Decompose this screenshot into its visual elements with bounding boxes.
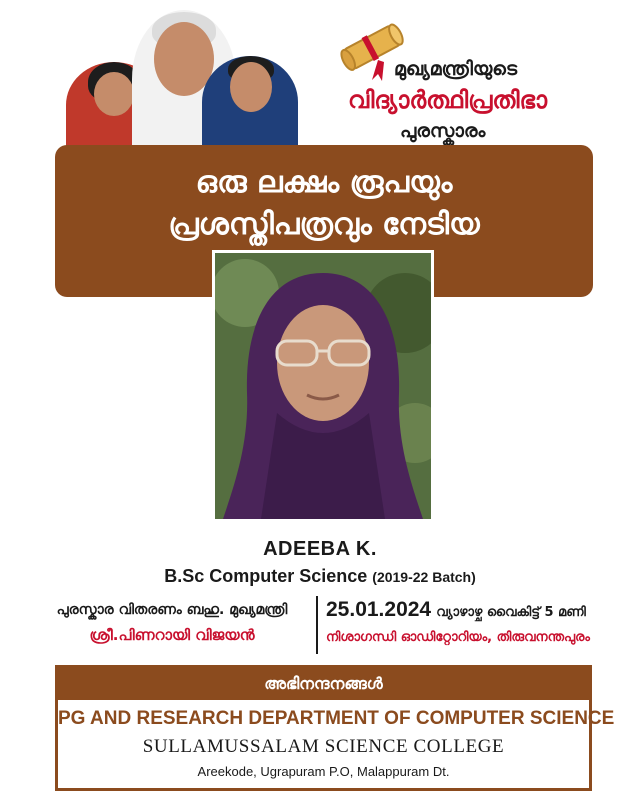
dignitary-portrait-right <box>202 56 298 148</box>
presenter-line: പുരസ്കാര വിതരണം ബഹു. മുഖ്യമന്ത്രി <box>56 602 288 618</box>
greeting-heading: അഭിനന്ദനങ്ങൾ <box>58 668 589 700</box>
event-date: 25.01.2024 <box>326 598 432 621</box>
college-name: SULLAMUSSALAM SCIENCE COLLEGE <box>142 736 505 757</box>
banner-line1: ഒരു ലക്ഷം രൂപയും <box>195 165 453 200</box>
event-venue: നിശാഗന്ധി ഓഡിറ്റോറിയം, തിരുവനന്തപുരം <box>326 630 590 645</box>
congratulations-footer <box>55 665 615 791</box>
department-name: PG AND RESEARCH DEPARTMENT OF COMPUTER SCIENCE <box>58 708 615 729</box>
award-title <box>338 14 570 144</box>
event-info <box>326 598 608 645</box>
banner-line2: പ്രശസ്തിപത്രവും നേടിയ <box>168 207 480 242</box>
course-title: B.Sc Computer Science <box>164 566 368 586</box>
award-title-line2: വിദ്യാർത്ഥിപ്രതിഭാ <box>348 86 548 114</box>
info-divider <box>316 596 318 654</box>
student-course <box>0 566 640 587</box>
student-photo-illustration <box>215 253 431 519</box>
student-photo <box>212 250 434 522</box>
student-name: ADEEBA K. <box>263 538 377 560</box>
course-batch: (2019-22 Batch) <box>372 569 476 585</box>
award-title-line3: പുരസ്കാരം <box>400 120 486 142</box>
presenter-info <box>38 602 306 644</box>
presenter-name: ശ്രീ.പിണറായി വിജയൻ <box>89 626 255 644</box>
dignitaries-photo-group <box>62 6 302 148</box>
event-time: വ്യാഴാഴ്ച വൈകിട്ട് 5 മണി <box>436 605 586 620</box>
award-title-line1: മുഖ്യമന്ത്രിയുടെ <box>394 58 518 80</box>
college-address: Areekode, Ugrapuram P.O, Malappuram Dt. <box>197 764 450 779</box>
